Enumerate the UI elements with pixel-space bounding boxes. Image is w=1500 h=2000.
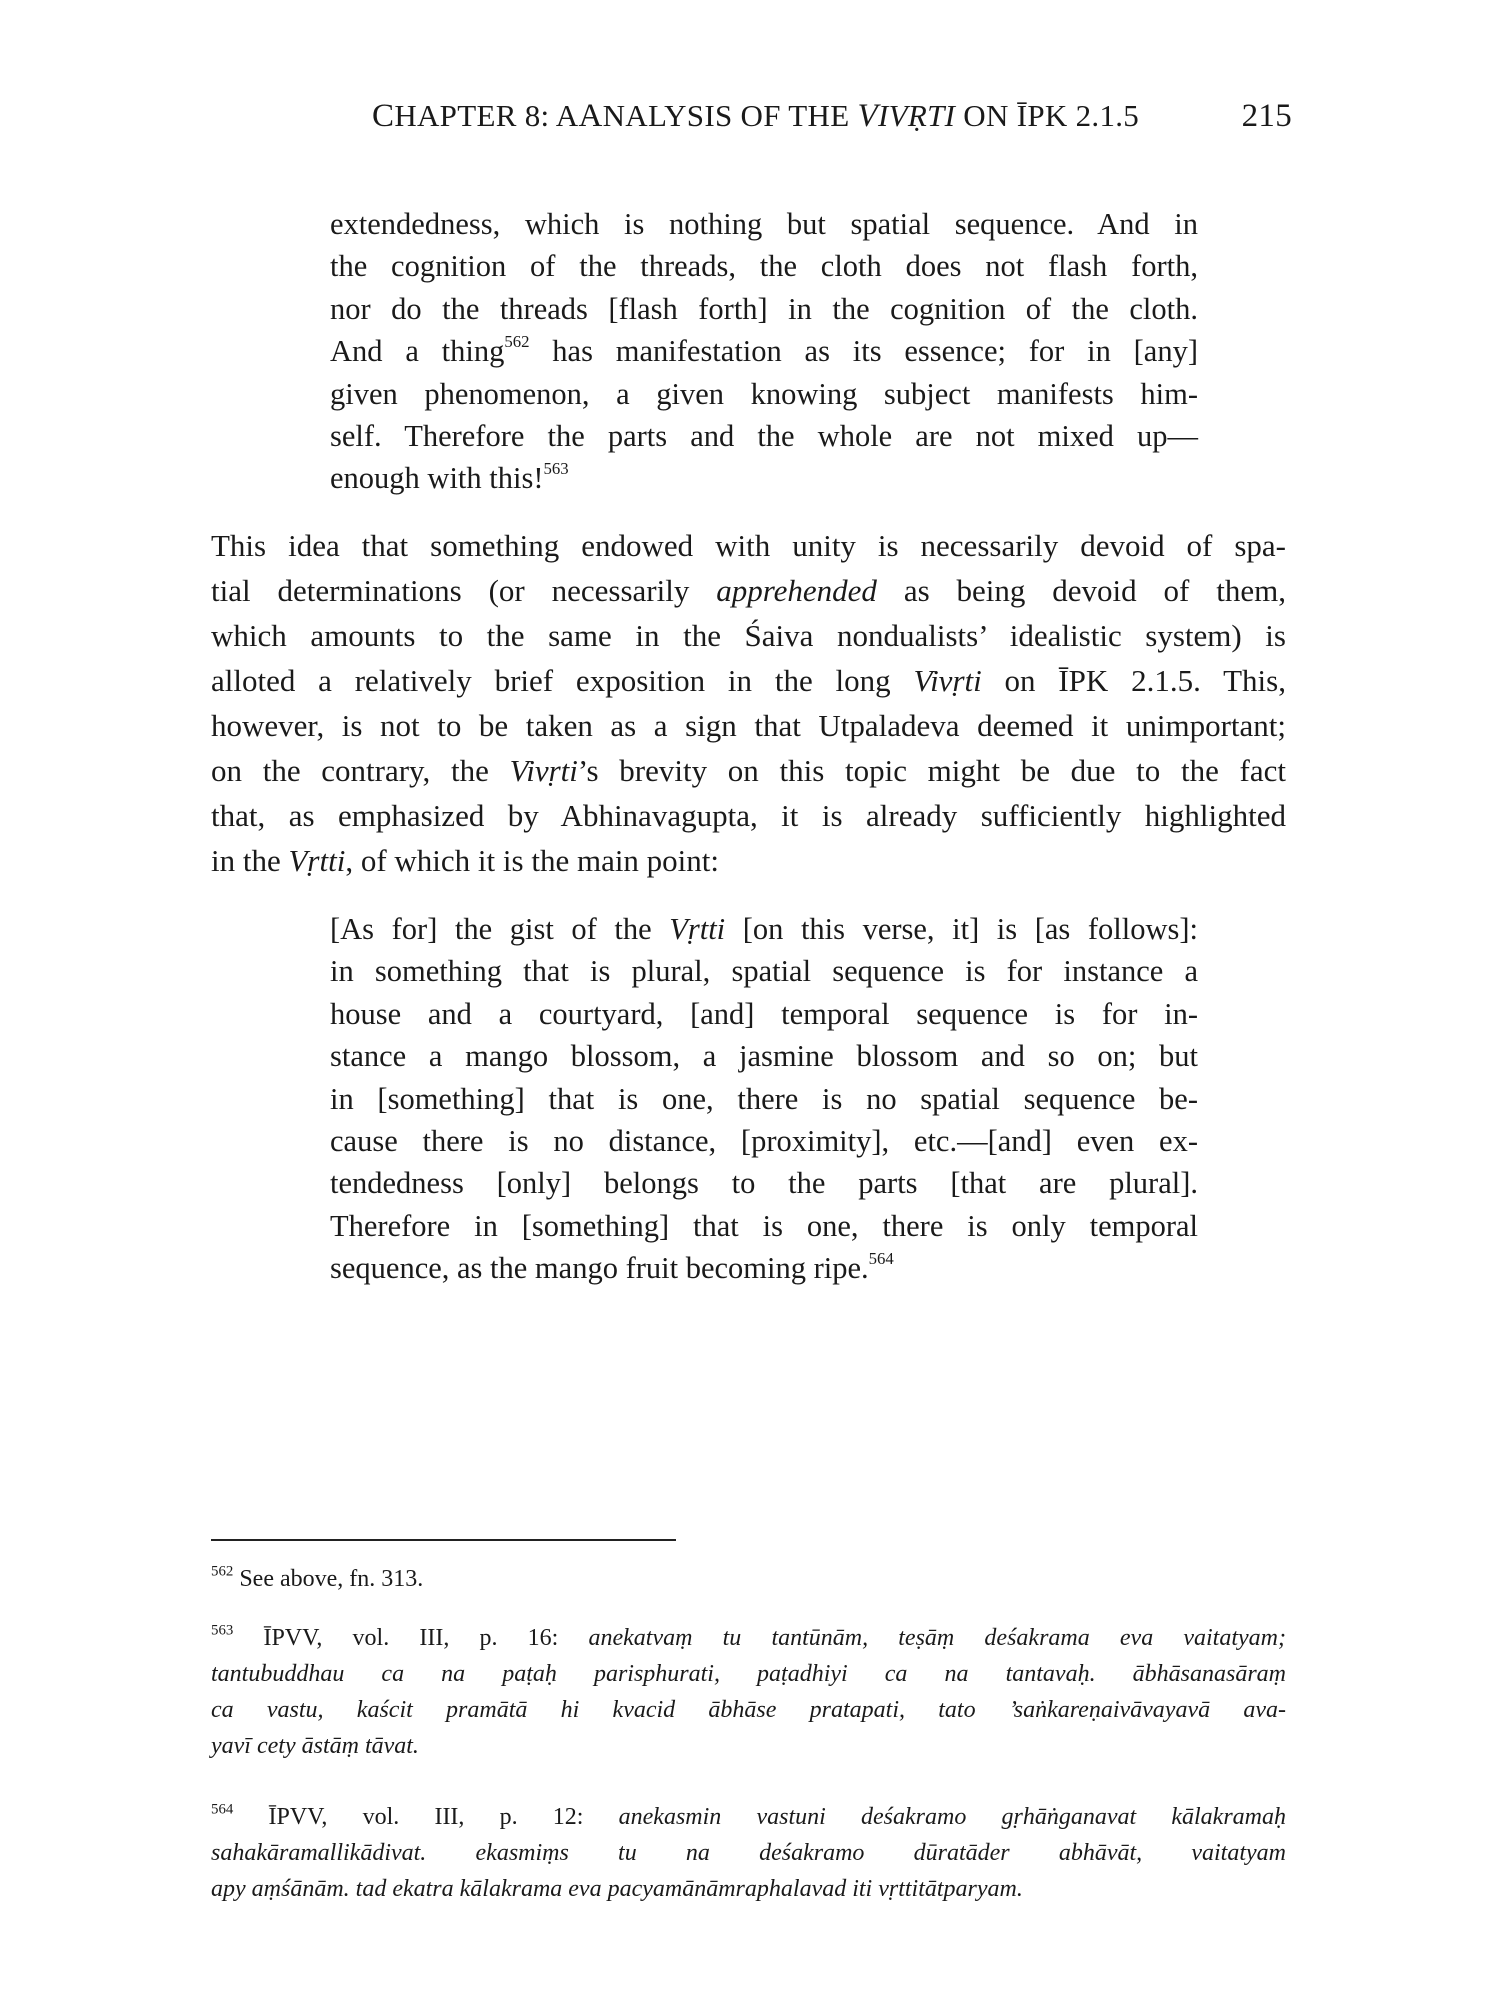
body-line-5: however, is not to be taken as a sign that Utpaladeva deemed it unimportant; [211,708,1286,743]
quote2-line-3: house and a courtyard, [and] temporal sequence is for in- [330,996,1198,1031]
footnote-ref-562[interactable]: 562 [504,331,530,351]
body-line-6: on the contrary, the Vivṛti’s brevity on this topic might be due to the fact [211,753,1286,788]
body-line-2: tial determinations (or necessarily apprehended as being devoid of them, [211,573,1286,608]
chapter-title: CHAPTER 8: AANALYSIS OF THE VIVṚTI ON ĪPK 2.1.5 [372,98,1140,134]
footnote-mark: 563 [211,1622,234,1639]
quote1-line-3: nor do the threads [flash forth] in the cognition of the cloth. [330,291,1198,326]
body-paragraph [211,523,1286,883]
footnote-563: $^{563}$ ĪPVV, vol. III, p. 16: anekatvaṃ tu tantūnām, teṣāṃ deśakrama eva vaitatyam; tantubuddhau ca na paṭaḥ parisphurati, paṭadhiyi ca na tantavaḥ. ābhāsanasāraṃ ca vastu, kaścit pramātā hi kvacid ābhāse pratapati, tato ’saṅkareṇaivāvayavā ava- yavī cety āstāṃ tāvat. [211,1622,1286,1759]
quote1-line-5: given phenomenon, a given knowing subject manifests him- [330,376,1198,411]
quote1-line-6: self. Therefore the parts and the whole are not mixed up— [330,419,1198,454]
quote1-line-4: And a thing$^{562}$ has manifestation as its essence; for in [any] [330,331,1199,369]
running-head [372,98,1292,138]
body-line-3: which amounts to the same in the Śaiva nondualists’ idealistic system) is [211,618,1286,653]
body-line-8: in the Vṛtti, of which it is the main point: [211,843,720,878]
block-quote-1 [330,203,1198,500]
quote2-line-8: Therefore in [something] that is one, there is only temporal [330,1208,1198,1243]
quote1-line-2: the cognition of the threads, the cloth does not flash forth, [330,249,1198,284]
footnote-562: $^{562}$ See above, fn. 313. [211,1563,424,1592]
page-number: 215 [1241,98,1292,134]
quote2-line-1: [As for] the gist of the Vṛtti [on this verse, it] is [as follows]: [330,912,1198,946]
body-line-7: that, as emphasized by Abhinavagupta, it is already sufficiently highlighted [211,798,1286,833]
quote2-line-7: tendedness [only] belongs to the parts [that are plural]. [330,1166,1198,1201]
footnote-ref-563[interactable]: 563 [543,459,569,479]
footnote-ref-564[interactable]: 564 [868,1249,894,1268]
quote2-line-4: stance a mango blossom, a jasmine blossom and so on; but [330,1039,1198,1074]
footnote-564: $^{564}$ ĪPVV, vol. III, p. 12: anekasmin vastuni deśakramo gṛhāṅganavat kālakramaḥ sahakāramallikādivat. ekasmiṃs tu na deśakramo dūratāder abhāvāt, vaitatyam apy aṃśānām. tad ekatra kālakrama eva pacyamānāmraphalavad iti vṛttitātparyam. [211,1801,1286,1902]
quote2-line-2: in something that is plural, spatial sequence is for instance a [330,954,1198,989]
block-quote-2 [330,908,1198,1290]
quote2-line-6: cause there is no distance, [proximity], etc.—[and] even ex- [330,1124,1198,1159]
quote1-line-1: extendedness, which is nothing but spatial sequence. And in [330,207,1198,241]
footnote-rule [211,1539,676,1541]
quote1-line-7: enough with this!$^{563}$ [330,459,569,496]
footnote-mark: 564 [211,1801,234,1818]
quote2-line-9: sequence, as the mango fruit becoming ripe.$^{564}$ [330,1249,894,1286]
body-line-1: This idea that something endowed with unity is necessarily devoid of spa- [211,528,1286,563]
quote2-line-5: in [something] that is one, there is no spatial sequence be- [330,1081,1198,1116]
body-line-4: alloted a relatively brief exposition in the long Vivṛti on ĪPK 2.1.5. This, [211,663,1286,698]
footnote-mark: 562 [211,1563,234,1580]
